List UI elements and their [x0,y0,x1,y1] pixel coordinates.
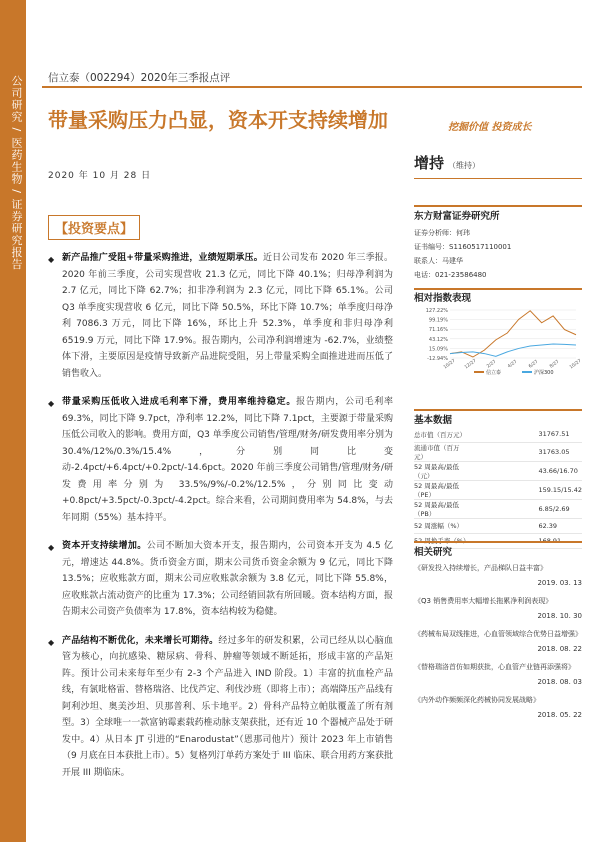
report-header: 信立泰（002294）2020年三季报点评 [48,72,231,84]
x-tick-label: 10/27 [568,358,582,371]
related-research [414,547,582,727]
x-tick-label: 6/27 [528,359,540,370]
related-item[interactable] [414,628,582,655]
sidebar-category: 公司研究 / 医药生物 / 证券研究报告 [10,75,23,271]
y-tick-label: 127.22% [425,308,448,314]
paragraph-lead: 产品结构不断优化，未来增长可期待。 [62,635,219,646]
y-tick-label: 99.19% [428,317,448,324]
y-tick-label: 15.09% [428,346,448,353]
related-item[interactable] [414,661,582,688]
diamond-bullet-icon: ◆ [48,637,55,647]
related-item-date: 2018. 05. 22 [537,711,582,719]
related-divider [414,541,582,543]
related-title: 相关研究 [414,547,453,558]
report-date: 2020 年 10 月 28 日 [48,171,152,181]
row-value: 6.85/2.69 [468,499,582,518]
x-tick-label: 12/27 [463,358,478,371]
paragraph [48,394,393,526]
basic-data-table [414,427,582,549]
x-tick-label: 8/27 [549,359,561,370]
institute-divider [414,205,582,207]
row-value: 31767.51 [468,427,582,442]
chart-svg [414,306,582,376]
related-item-date: 2019. 03. 13 [537,579,582,587]
related-item-date: 2018. 08. 22 [537,645,582,653]
related-item-title[interactable]: 《Q3 销售费用率大幅增长拖累净利润表现》 [414,597,553,605]
related-item-date: 2018. 10. 30 [537,612,582,620]
analyst: 证券分析师：何玮 [414,229,470,237]
diamond-bullet-icon: ◆ [48,399,55,408]
page-title: 带量采购压力凸显，资本开支持续增加 [48,108,388,132]
related-item-title[interactable]: 《研发投入持续增长，产品梯队日益丰富》 [414,564,547,572]
legend-label: 沪深300 [534,370,554,376]
row-value: 31763.05 [468,442,582,461]
x-tick-label: 10/27 [442,358,457,371]
paragraph-text: 经过多年的研发积累，公司已经从以心脑血管为核心，向抗感染、糖尿病、骨科、肿瘤等领域不断延拓，形成丰富的产品矩阵。预计公司未来每年至少有 2-3 个产品进入 IND 阶段。1）丰富的抗血栓产品线，有氯吡格雷、替格瑞洛、比伐芦定、利伐沙班（即将上市）；高端降压产品线有阿利沙坦、奥美沙坦、贝那普利、乐卡地平。2）骨科产品特立帕肽覆盖了所有剂型。3）全球唯一一款富钠霉素载药椎动脉支架获批，还有近 10 个器械产品处于研发中。4）从日本 JT 引进的“Enarodustat”（恩那司他片）预计 2023 年上市销售（9 月底在日本获批上市）。5）复格列汀单药方案处于 III 临床、联合用药方案获批开展 III 期临床。 [62,635,393,778]
relative-index-chart [414,306,582,376]
slogan: 挖掘价值 投资成长 [448,122,532,133]
related-item-title[interactable]: 《药械布局双线推进，心血管领域综合优势日益增强》 [414,630,582,638]
y-tick-label: -12.94% [427,356,448,362]
related-item[interactable] [414,562,582,589]
related-item-title[interactable]: 《内外动作频频深化药械协同发展战略》 [414,696,540,704]
table-row [414,427,582,442]
paragraph-lead: 新产品推广受阻+带量采购推进，业绩短期承压。 [62,253,263,263]
institute-name: 东方财富证券研究所 [414,211,500,222]
table-row [414,499,582,518]
certificate: 证书编号：S1160517110001 [414,243,512,251]
investment-points [48,250,393,793]
chart-title: 相对指数表现 [414,293,472,304]
basic-data-title: 基本数据 [414,415,453,426]
related-item-date: 2018. 08. 03 [537,678,582,686]
series-line [450,344,576,356]
row-value: 159.15/15.42 [468,480,582,499]
header-divider [42,86,582,88]
related-item[interactable] [414,595,582,622]
row-label: 流通市值（百万元） [414,442,468,461]
y-tick-label: 43.12% [428,336,448,343]
institute-block [414,208,582,282]
legend-label: 信立泰 [486,370,502,376]
row-value: 43.66/16.70 [468,461,582,480]
x-tick-label: 4/27 [507,359,519,370]
table-row [414,442,582,461]
paragraph [48,250,393,382]
row-label: 52 周最高/最低（PE） [414,480,468,499]
table-row [414,518,582,533]
table-row [414,461,582,480]
row-label: 52 周涨幅（%） [414,518,468,533]
rating-divider [414,178,582,179]
chart-section [414,290,582,304]
row-value: 62.39 [468,518,582,533]
rating-block [414,152,582,173]
x-tick-label: 2/27 [486,359,498,370]
row-label: 52 周最高/最低（元） [414,461,468,480]
paragraph-text: 公司不断加大资本开支，报告期内，公司资本开支为 4.5 亿元，增速达 44.8%。货币资金方面，期末公司货币资金余额为 9 亿元，同比下降 13.5%；应收账款方面，期末公司应收账款余额为 3.8 亿元，同比下降 55.8%，应收账款占流动资产的比重为 17.3%；公司经销回款有所回暖。资本结构方面，报告期末公司资产负债率为 17.8%，资本结构较为稳健。 [62,541,393,617]
related-item-title[interactable]: 《替格瑞洛首仿如期获批，心血管产业链再添强将》 [414,663,575,671]
rating-sub: （维持） [448,161,481,170]
paragraph [48,538,393,621]
table-row [414,480,582,499]
section-title: 【投资要点】 [48,215,140,240]
basic-data-divider [414,409,582,411]
y-tick-label: 71.16% [428,327,448,334]
related-item[interactable] [414,694,582,721]
diamond-bullet-icon: ◆ [48,543,55,552]
row-label: 总市值（百万元） [414,427,468,442]
basic-data-heading [414,412,582,426]
contact: 联系人：马建华 [414,257,463,265]
rating-label: 增持 [414,154,445,172]
sidebar-band [0,0,26,842]
paragraph-text: 报告期内，公司毛利率 69.3%，同比下降 9.7pct，净利率 12.2%，同比下降 7.1pct，主要源于带量采购压低公司收入的影响。费用方面，Q3 单季度公司销售/管理/财务/研发费用率分别为 30.4%/12%/0.3%/15.4%，分别同比变动-2.4pct/+6.4pct/+0.2pct/-14.6pct。2020 年前三季度公司销售/管理/财务/研发费用率分别为 33.5%/9%/-0.2%/12.5%，分别同比变动+0.8pct/+3.5pct/-0.3pct/-4.2pct。综合来看，公司期间费用率为 54.8%，与去年同期（55%）基本持平。 [62,397,393,523]
paragraph-lead: 带量采购压低收入进成毛利率下滑，费用率维持稳定。 [62,397,297,407]
paragraph [48,633,393,782]
phone: 电话：021-23586480 [414,271,487,279]
diamond-bullet-icon: ◆ [48,255,55,264]
paragraph-lead: 资本开支持续增加。 [62,541,147,551]
paragraph-text: 近日公司发布 2020 年三季报。2020 年前三季度，公司实现营收 21.3 亿元，同比下降 40.1%；归母净利润为 2.7 亿元，同比下降 62.7%；扣非净利润为 2.3 亿元，同比下降 65.1%。公司 Q3 单季度实现营收 6 亿元，同比下降 50.5%，环比下降 10.7%；单季度归母净利 7086.3 万元，同比下降 16%，环比上升 52.3%，单季度和非归母净利 6519.9 万元，同比下降 17.9%。报告期内，公司净利润增速为 -62.7%，业绩整体下滑，主要原因是疫情导致新产品进院受阻，另上带量采购全面推进进而压低了销售收入。 [62,253,393,379]
row-label: 52 周最高/最低（PB） [414,499,468,518]
